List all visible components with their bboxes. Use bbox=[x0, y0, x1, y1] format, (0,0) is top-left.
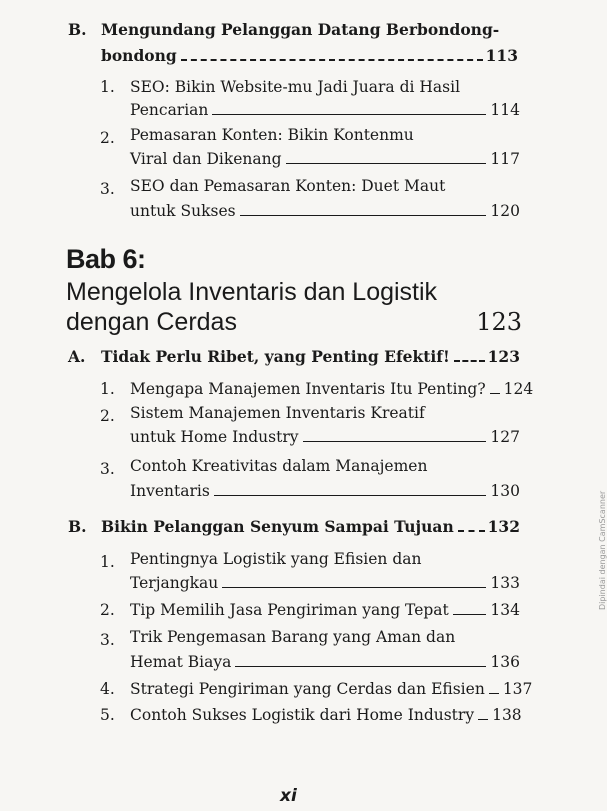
section-title: Tidak Perlu Ribet, yang Penting Efektif! bbox=[101, 347, 450, 366]
item-title-line1: Contoh Kreativitas dalam Manajemen bbox=[130, 457, 428, 475]
item-number: 1. bbox=[100, 78, 115, 96]
page-number: 133 bbox=[490, 574, 520, 592]
leader-line bbox=[235, 666, 486, 667]
item-title-line1: SEO: Bikin Website-mu Jadi Juara di Hasil bbox=[130, 78, 461, 96]
chapter-label: Bab 6: bbox=[66, 244, 146, 274]
item-number: 4. bbox=[100, 680, 115, 698]
item-number: 2. bbox=[100, 129, 115, 147]
item-number: 2. bbox=[100, 601, 115, 619]
item-number: 3. bbox=[100, 180, 115, 198]
item-title-line2: Hemat Biaya bbox=[130, 653, 232, 671]
item-title-line1: Trik Pengemasan Barang yang Aman dan bbox=[130, 628, 456, 646]
leader-line bbox=[303, 441, 487, 442]
section-title: Bikin Pelanggan Senyum Sampai Tujuan bbox=[101, 517, 454, 536]
scanner-watermark: Dipindai dengan CamScanner bbox=[598, 490, 607, 610]
item-title-line2: Pencarian bbox=[130, 101, 209, 119]
page-number: 136 bbox=[490, 653, 520, 671]
page-number: 113 bbox=[485, 46, 518, 65]
chapter-page-number: 123 bbox=[476, 308, 522, 336]
leader-dashes bbox=[181, 59, 483, 61]
item-number: 3. bbox=[100, 631, 115, 649]
page-number: 134 bbox=[490, 601, 520, 619]
item-title-line1: Pentingnya Logistik yang Efisien dan bbox=[130, 550, 422, 568]
leader-line bbox=[489, 693, 499, 694]
item-title-line1: Pemasaran Konten: Bikin Kontenmu bbox=[130, 126, 414, 144]
item-number: 1. bbox=[100, 553, 115, 571]
item-number: 2. bbox=[100, 407, 115, 425]
chapter-title-line1: Mengelola Inventaris dan Logistik bbox=[66, 278, 438, 306]
item-title-line2: Viral dan Dikenang bbox=[130, 150, 282, 168]
item-number: 3. bbox=[100, 460, 115, 478]
page-numeral: xi bbox=[280, 786, 297, 806]
item-title-line1: Strategi Pengiriman yang Cerdas dan Efisien bbox=[130, 680, 485, 698]
page-number: 117 bbox=[490, 150, 520, 168]
page-number: 123 bbox=[487, 347, 520, 366]
page-number: 130 bbox=[490, 482, 520, 500]
item-title-line2: Terjangkau bbox=[130, 574, 219, 592]
item-title-line2: Inventaris bbox=[130, 482, 210, 500]
chapter-title-line2: dengan Cerdas bbox=[66, 308, 237, 336]
item-number: 5. bbox=[100, 706, 115, 724]
leader-line bbox=[240, 215, 487, 216]
page-number: 137 bbox=[502, 680, 533, 698]
item-title-line1: Sistem Manajemen Inventaris Kreatif bbox=[130, 404, 425, 422]
item-title-line2: untuk Sukses bbox=[130, 202, 236, 220]
section-letter: B. bbox=[68, 517, 87, 536]
leader-dashes bbox=[454, 360, 485, 362]
section-title-line2: bondong bbox=[101, 46, 177, 65]
page-number: 127 bbox=[490, 428, 520, 446]
leader-line bbox=[214, 495, 487, 496]
section-letter: B. bbox=[68, 20, 87, 39]
item-title-line2: untuk Home Industry bbox=[130, 428, 299, 446]
section-title-line1: Mengundang Pelanggan Datang Berbondong- bbox=[101, 20, 500, 39]
section-letter: A. bbox=[68, 347, 86, 366]
leader-line bbox=[490, 393, 500, 394]
page-number: 124 bbox=[503, 380, 534, 398]
leader-line bbox=[222, 587, 486, 588]
item-number: 1. bbox=[100, 380, 115, 398]
item-title-line1: Mengapa Manajemen Inventaris Itu Penting? bbox=[130, 380, 486, 398]
page-number: 132 bbox=[487, 517, 520, 536]
item-title-line1: Tip Memilih Jasa Pengiriman yang Tepat bbox=[130, 601, 449, 619]
page-number: 120 bbox=[490, 202, 520, 220]
leader-dashes bbox=[458, 530, 485, 532]
leader-line bbox=[286, 163, 487, 164]
item-title-line1: SEO dan Pemasaran Konten: Duet Maut bbox=[130, 177, 446, 195]
page-number: 138 bbox=[492, 706, 522, 724]
leader-line bbox=[453, 614, 487, 615]
leader-line bbox=[212, 114, 486, 115]
leader-line bbox=[478, 719, 488, 720]
page-number: 114 bbox=[490, 101, 520, 119]
item-title-line1: Contoh Sukses Logistik dari Home Industry bbox=[130, 706, 475, 724]
